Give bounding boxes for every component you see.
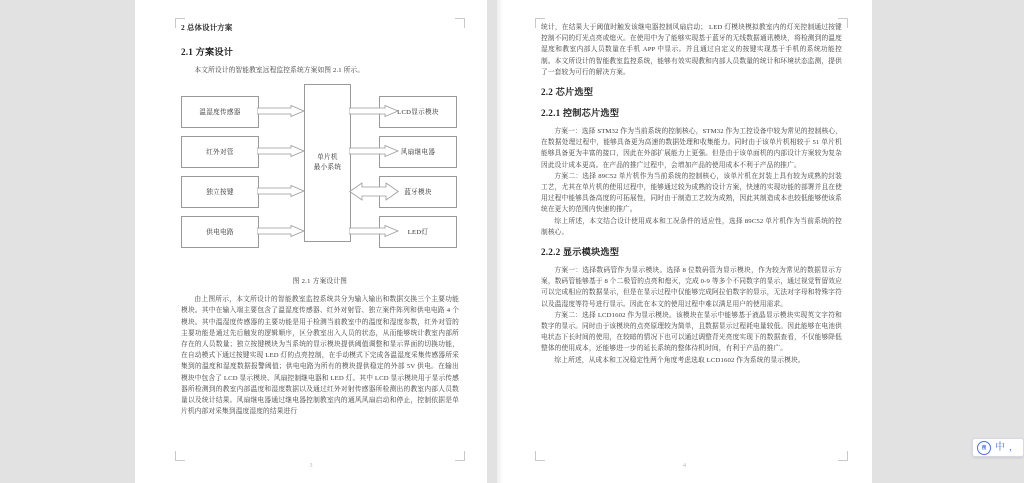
page-gutter-shadow: [497, 0, 503, 483]
page-number-right: 4: [683, 463, 686, 469]
paragraph-2-2-1-conclusion: 综上所述，本文结合设计使用成本和工况条件的适应性，选择 89C52 单片机作为当前系统的控制核心。: [541, 217, 842, 236]
diagram-box-output-fan-relay: 风扇继电器: [379, 136, 457, 168]
heading-section-2-2-1: 2.2.1 控制芯片选型: [541, 108, 620, 119]
crop-mark-bottom-left: [175, 451, 185, 461]
diagram-mcu-line-2: 最小系统: [313, 164, 342, 172]
diagram-box-input-infrared-tube: 红外对管: [181, 136, 259, 168]
diagram-mcu-line-1: 单片机: [317, 154, 338, 162]
heading-section-2-1: 2.1 方案设计: [181, 47, 234, 57]
page-number-left: 3: [309, 463, 313, 469]
paragraph-continued: 统计，在结果大于阈值时触发该继电器控制风扇启动； LED 灯模块模拟教室内的灯光控制通过按键控制不同的灯光点亮或熄灭。在使用中为了能够实现基于蓝牙的无线数据通讯模块，将检测到的温度湿度和教室内部人员数量在手机 APP 中显示。并且通过自定义的按键实现基于手机的系统功能控制。本文所设计的智能教室监控系统，能够有效实现教和内部人员数量的统计和环境状态监测，提供了一套较为可行的解决方案。: [541, 24, 842, 76]
heading-section-2-2-2: 2.2.2 显示模块选型: [541, 247, 620, 258]
crop-mark-bottom-right: [455, 451, 465, 461]
ime-toolbar[interactable]: [972, 438, 1024, 457]
paragraph-2-2-2-conclusion: 综上所述，从成本和工况稳定性两个角度考虑选取 LCD1602 作为系统的显示模块。: [554, 356, 805, 364]
document-page-4[interactable]: [497, 0, 872, 483]
diagram-box-input-temp-humidity-sensor: 温湿度传感器: [181, 96, 259, 128]
page-4-content: [541, 22, 842, 366]
diagram-arrow-input-4: [257, 225, 305, 237]
paragraph-2-2-2-option-1: 方案一：选择数码管作为显示模块。选择 8 位数码管为显示模块，作为较为常见的数据显示方案，数码管能够基于 8 个二极管的点亮和熄灭，完成 0-9 等多个不同数字的显示，通过视觉暂留效应可以完成相应的数据显示，但是在显示过程中仅能够完成阿拉伯数字的显示，无法对字母和特殊字符以及温湿度等符号进行显示。因此在本文的使用过程中难以满足用户的使用需求。: [541, 267, 842, 308]
diagram-box-output-bluetooth-module: 蓝牙模块: [379, 176, 457, 208]
heading-section-2: 2 总体设计方案: [181, 23, 233, 32]
diagram-box-output-lcd-module: LCD显示模块: [379, 96, 457, 128]
diagram-arrow-input-1: [257, 105, 305, 117]
diagram-arrow-output-4: [349, 225, 399, 237]
diagram-box-input-power-circuit: 供电电路: [181, 216, 259, 248]
diagram-box-input-independent-keys: 独立按键: [181, 176, 259, 208]
diagram-arrow-output-2: [349, 145, 399, 157]
diagram-arrow-output-3-bidirectional: [349, 182, 399, 201]
document-page-3[interactable]: [135, 0, 487, 483]
diagram-arrow-output-1: [349, 105, 399, 117]
paragraph-intro: 本文所设计的智能教室远程监控系统方案如图 2.1 所示。: [194, 67, 365, 74]
diagram-arrow-input-2: [257, 145, 305, 157]
page-3-content: [181, 22, 459, 417]
paragraph-2-2-1-option-2: 方案二：选择 89C52 单片机作为当前系统的控制核心，该单片机在封装上具有较为成熟的封装工艺，尤其在单片机的使用过程中，能够通过较为成熟的设计方案，快速的实现功能的部署并且在使用过程中能够具备高度的可拓展性，同时由于制造工艺较为成熟，因此其制造成本也较低能够使该系统在更大的范围内快速的推广。: [541, 172, 842, 214]
diagram-box-mcu-minimum-system: [304, 84, 351, 242]
paragraph-system-description: 由上图所示，本文所设计的智能教室监控系统共分为输入输出和数据交换三个主要功能模块。其中在输入端主要包含了温湿度传感器、红外对射管、独立案件阵列和供电电路 4 个模块。其中温湿度传感器的主要功能是用于检测当前教室中的温度和湿度参数，红外对管的主要功能是通过先后触发的逻辑顺序，区分教室出入人员的状态，从而能够统计教室内部所存在的人员数量；独立按键模块为当系统的显示模块提供阈值调整和显示界面的切换功能，在自动模式下通过按键实现 LED 灯的点亮控制，在手动模式下完成各温湿度采集传感器所采集到的温度和湿度数据报警阈值；供电电路为所有的模块提供稳定的外部 5V 供电。在输出模块中包含了 LCD 显示模块、风扇控制继电器和 LED 灯。其中 LCD 显示模块用于显示传感器所检测到的教室内部温度和湿度数据以及通过红外对射传感器所检测出的教室内部人员数量以及统计结果。风扇继电器通过继电器控制教室内的通风风扇启动和停止，控制依据是单片机内部对采集到温度湿度的结果进行: [181, 296, 459, 416]
paragraph-2-2-2-option-2: 方案二：选择 LCD1602 作为显示模块。该模块在显示中能够基于液晶显示模块实现英文字符和数字的显示。同时由于该模块的点亮原理较为简单，且数据显示过程耗电量较低。因此能够在电池供电状态下长时间的使用，在较暗的情况下也可以通过调整背光亮度实现下的数据查看，不仅能够降低整体的使用成本，还能够进一步的延长系统的整体待机时间，有利于产品的推广。: [541, 311, 842, 353]
ime-logo-icon[interactable]: 搜: [977, 441, 991, 455]
crop-mark-bottom-right: [838, 451, 848, 461]
ime-punctuation-toggle[interactable]: ，: [1009, 442, 1019, 452]
figure-2-1-block-diagram: [181, 90, 459, 268]
heading-section-2-2: 2.2 芯片选型: [541, 87, 594, 98]
diagram-box-output-led-light: LED灯: [379, 216, 457, 248]
ime-language-mode-toggle[interactable]: 中: [995, 441, 1005, 453]
diagram-arrow-input-3: [257, 185, 305, 197]
crop-mark-bottom-left: [535, 451, 545, 461]
paragraph-2-2-1-option-1: 方案一：选择 STM32 作为当前系统的控制核心，STM32 作为工控设备中较为常见的控制核心，在数据处理过程中，能够具备更为高速的数据处理和收集能力。同时由于该单片机相较于 51 单片机能够具备更为丰富的接口，因此在外部扩展能力上更强。但是由于该单面机的内部设计方案较为复杂因此设计成本更高。在产品的推广过程中，会增加产品的使用成本不利于产品的推广。: [541, 128, 842, 169]
figure-2-1-caption: 图 2.1 方案设计图: [292, 278, 348, 286]
